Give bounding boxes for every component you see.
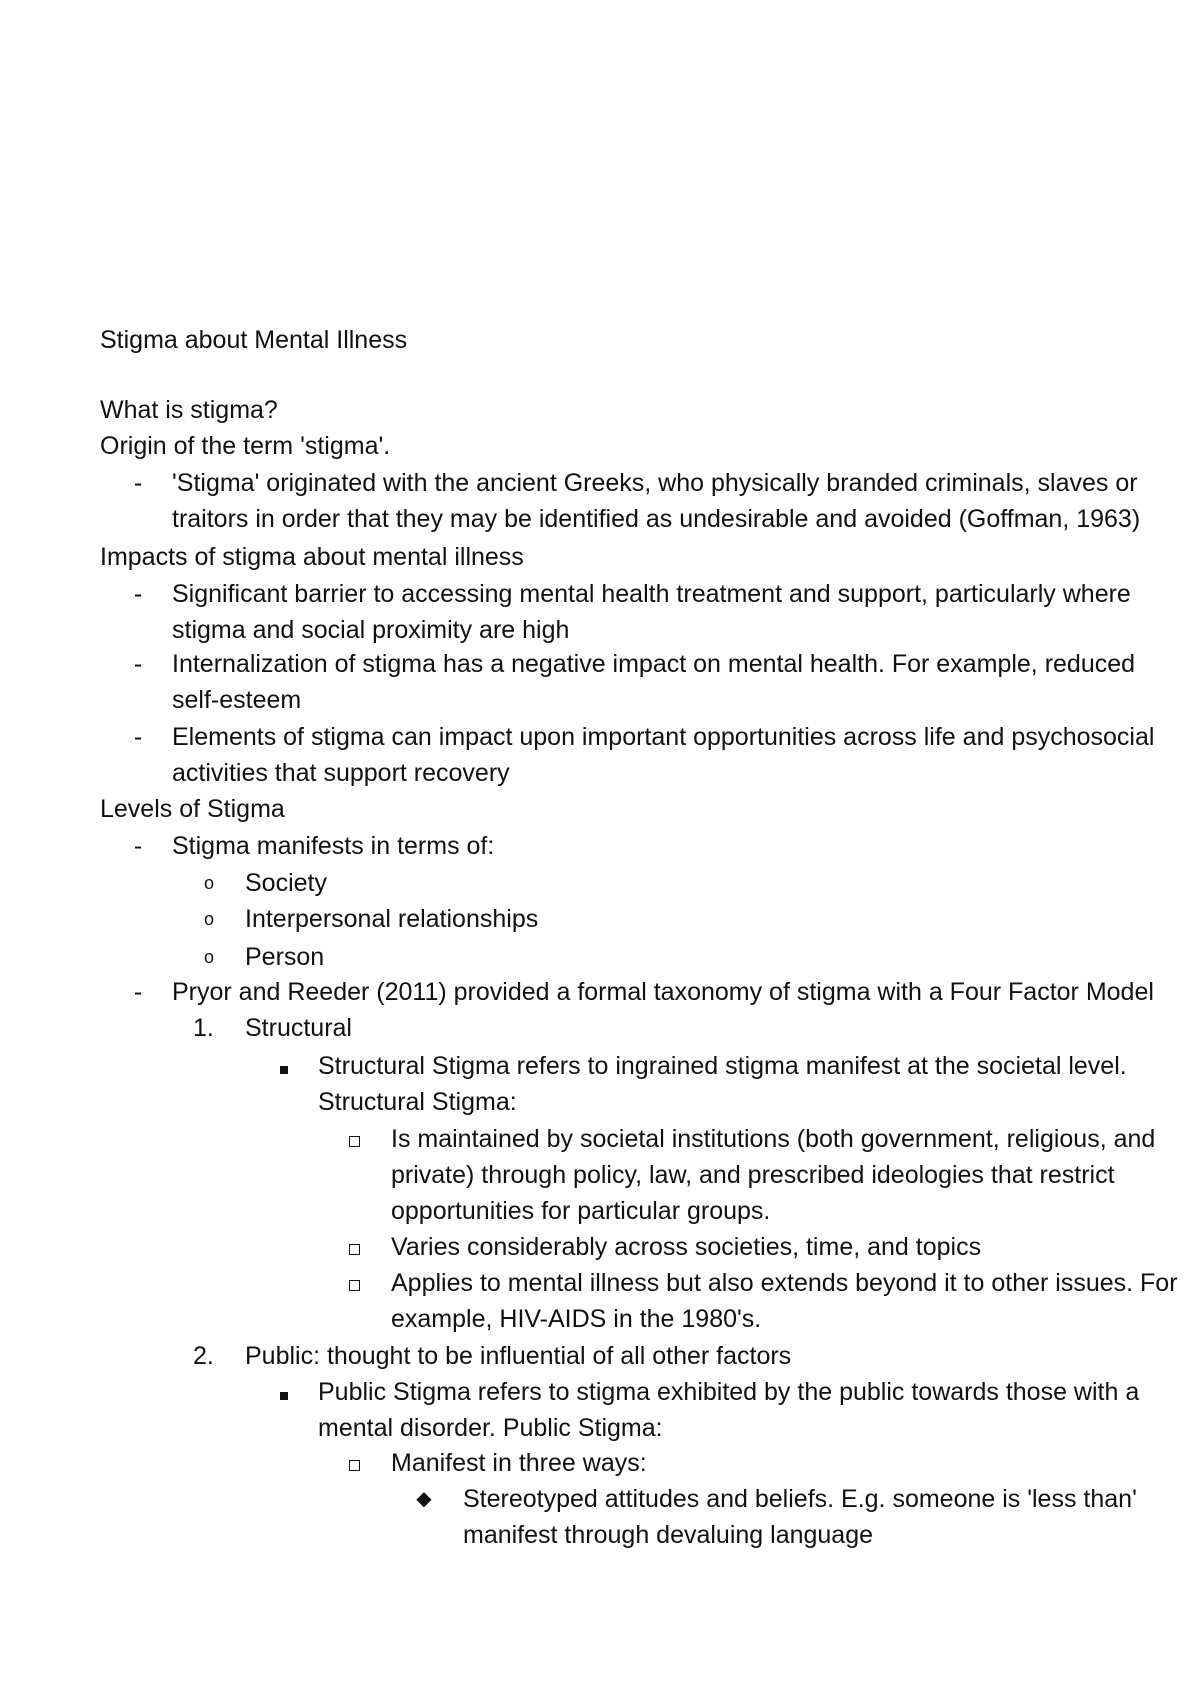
public-a: Manifest in three ways: xyxy=(391,1449,647,1477)
dash-bullet: - xyxy=(133,580,143,608)
structural-b: Varies considerably across societies, time, and topics xyxy=(391,1233,982,1261)
structural-a-line3: opportunities for particular groups. xyxy=(391,1197,771,1225)
circle-bullet: o xyxy=(203,947,214,967)
list-number: 2. xyxy=(193,1342,214,1370)
origin-heading: Origin of the term 'stigma'. xyxy=(100,432,391,460)
structural-a-line2: private) through policy, law, and prescribed ideologies that restrict xyxy=(391,1161,1115,1189)
square-bullet xyxy=(276,1049,292,1083)
dash-bullet: - xyxy=(133,832,143,860)
dash-bullet: - xyxy=(133,723,143,751)
level-society: Society xyxy=(245,869,327,897)
level-interpersonal: Interpersonal relationships xyxy=(245,905,539,933)
open-square-bullet xyxy=(345,1446,363,1480)
dash-bullet: - xyxy=(133,650,143,678)
dash-bullet: - xyxy=(133,978,143,1006)
origin-text-line2: traitors in order that they may be identified as undesirable and avoided (Goffman, 1963) xyxy=(172,505,1141,533)
question-heading: What is stigma? xyxy=(100,396,278,424)
structural-c-line2: example, HIV-AIDS in the 1980's. xyxy=(391,1305,762,1333)
circle-bullet: o xyxy=(203,909,214,929)
impact-1-line2: stigma and social proximity are high xyxy=(172,616,570,644)
origin-text-line1: 'Stigma' originated with the ancient Greeks, who physically branded criminals, slaves or xyxy=(172,469,1138,497)
structural-def-line2: Structural Stigma: xyxy=(318,1088,517,1116)
open-square-bullet xyxy=(345,1122,363,1156)
structural-def-line1: Structural Stigma refers to ingrained stigma manifest at the societal level. xyxy=(318,1052,1127,1080)
square-bullet xyxy=(276,1375,292,1409)
public-a1-line1: Stereotyped attitudes and beliefs. E.g. someone is 'less than' xyxy=(463,1485,1137,1513)
impact-2-line1: Internalization of stigma has a negative impact on mental health. For example, reduced xyxy=(172,650,1136,678)
list-number: 1. xyxy=(193,1014,214,1042)
impact-3-line2: activities that support recovery xyxy=(172,759,510,787)
document-title: Stigma about Mental Illness xyxy=(100,326,408,354)
diamond-bullet: ◆ xyxy=(416,1488,432,1510)
public-def-line2: mental disorder. Public Stigma: xyxy=(318,1414,663,1442)
levels-heading: Levels of Stigma xyxy=(100,795,285,823)
open-square-bullet xyxy=(345,1230,363,1264)
public-def-line1: Public Stigma refers to stigma exhibited by the public towards those with a xyxy=(318,1378,1140,1406)
pryor-reeder-text: Pryor and Reeder (2011) provided a formal taxonomy of stigma with a Four Factor Model xyxy=(172,978,1154,1006)
public-heading: Public: thought to be influential of all other factors xyxy=(245,1342,792,1370)
structural-a-line1: Is maintained by societal institutions (both government, religious, and xyxy=(391,1125,1156,1153)
open-square-bullet xyxy=(345,1266,363,1300)
dash-bullet: - xyxy=(133,469,143,497)
levels-intro: Stigma manifests in terms of: xyxy=(172,832,495,860)
structural-c-line1: Applies to mental illness but also extends beyond it to other issues. For xyxy=(391,1269,1178,1297)
structural-heading: Structural xyxy=(245,1014,352,1042)
impact-2-line2: self-esteem xyxy=(172,686,302,714)
level-person: Person xyxy=(245,943,325,971)
public-a1-line2: manifest through devaluing language xyxy=(463,1521,874,1549)
circle-bullet: o xyxy=(203,873,214,893)
page-bottom-margin xyxy=(0,1560,1200,1698)
impact-1-line1: Significant barrier to accessing mental health treatment and support, particularly where xyxy=(172,580,1131,608)
impacts-heading: Impacts of stigma about mental illness xyxy=(100,543,524,571)
impact-3-line1: Elements of stigma can impact upon important opportunities across life and psychosocial xyxy=(172,723,1155,751)
